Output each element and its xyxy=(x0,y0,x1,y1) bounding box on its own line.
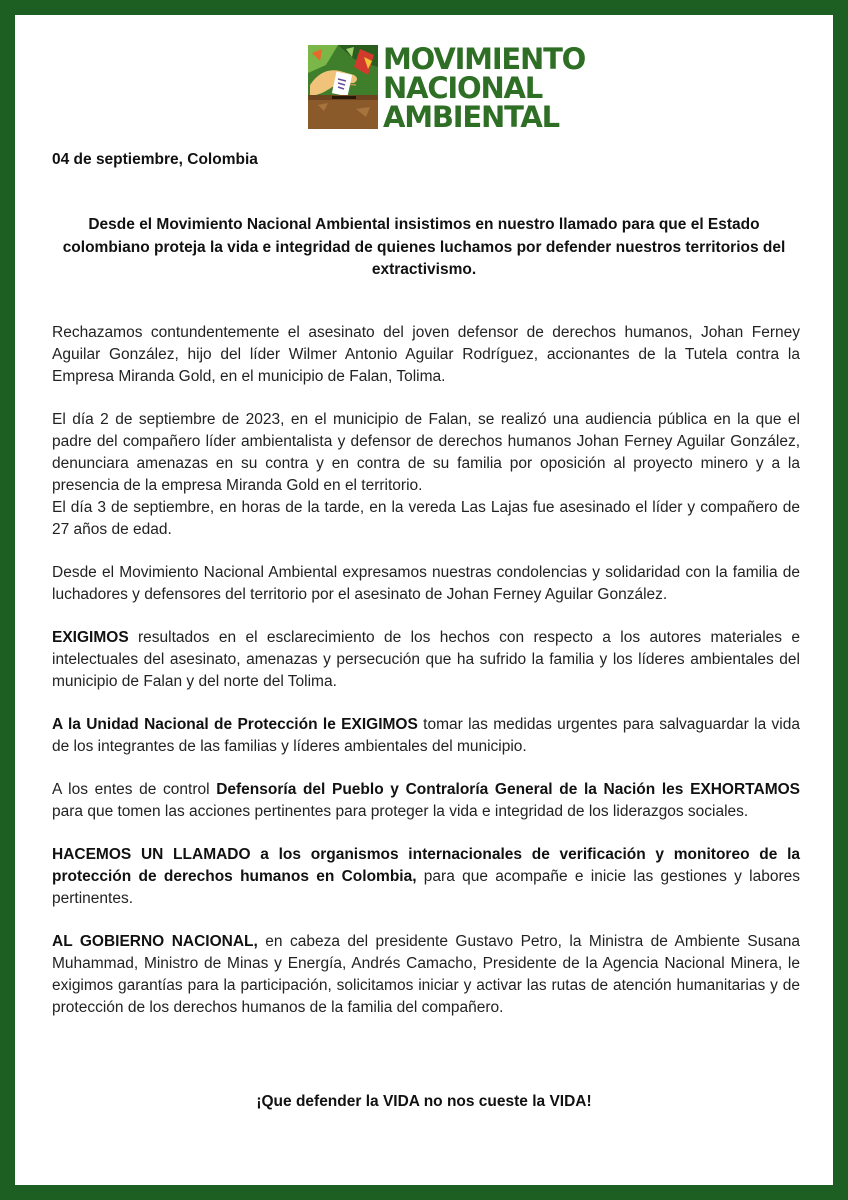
hand-ballot-box-icon xyxy=(308,45,378,129)
paragraph-gobierno-bold: AL GOBIERNO NACIONAL, xyxy=(52,933,258,950)
paragraph-asesinato: El día 3 de septiembre, en horas de la tarde, en la vereda Las Lajas fue asesinado el líder y compañero de 27 años de edad. xyxy=(52,499,800,538)
paragraph-unp-bold: A la Unidad Nacional de Protección le EXIGIMOS xyxy=(52,716,418,733)
logo-line-2: NACIONAL xyxy=(383,71,543,105)
document-date: 04 de septiembre, Colombia xyxy=(52,151,258,168)
paragraph-entes-control-lead: A los entes de control xyxy=(52,781,217,798)
paragraph-rechazamos: Rechazamos contundentemente el asesinato del joven defensor de derechos humanos, Johan Ferney Aguilar González, hijo del líder Wilmer Antonio Aguilar Rodríguez, accionantes de la Tutela contra la Empresa Miranda Gold, en el municipio de Falan, Tolima. xyxy=(52,324,800,385)
paragraph-entes-control xyxy=(52,779,800,823)
paragraph-llamado-bold: HACEMOS UN LLAMADO a los organismos internacionales de verificación y monitoreo de la protección de derechos humanos en Colombia, xyxy=(52,846,800,885)
paragraph-unp xyxy=(52,714,800,758)
logo-line-3: AMBIENTAL xyxy=(383,100,559,134)
paragraph-entes-control-bold: Defensoría del Pueblo y Contraloría General de la Nación les EXHORTAMOS xyxy=(216,781,801,798)
paragraph-llamado-text: para que acompañe e inicie las gestiones y labores pertinentes. xyxy=(52,868,800,907)
paragraph-exigimos xyxy=(52,627,800,693)
document-page xyxy=(15,15,833,1185)
paragraph-gobierno-text: en cabeza del presidente Gustavo Petro, la Ministra de Ambiente Susana Muhammad, Ministro de Minas y Energía, Andrés Camacho, Presidente de la Agencia Nacional Minera, le exigimos garantías para la participación, solicitamos iniciar y activar las rutas de atención humanitarias y de protección de los derechos humanos de la familia del compañero. xyxy=(52,933,801,1016)
paragraph-exigimos-text: resultados en el esclarecimiento de los hechos con respecto a los autores materiales e intelectuales del asesinato, amenazas y persecución que ha sufrido la familia y los líderes ambientales del municipio de Falan y del norte del Tolima. xyxy=(52,629,800,690)
statement-headline: Desde el Movimiento Nacional Ambiental insistimos en nuestro llamado para que el Estado colombiano proteja la vida e integridad de quienes luchamos por defender nuestros territorios del extractivismo. xyxy=(62,216,786,278)
paragraph-unp-text: tomar las medidas urgentes para salvaguardar la vida de los integrantes de las familias y líderes ambientales del municipio. xyxy=(52,716,800,755)
paragraph-entes-control-text: para que tomen las acciones pertinentes para proteger la vida e integridad de los liderazgos sociales. xyxy=(52,803,749,820)
paragraph-exigimos-bold: EXIGIMOS xyxy=(52,629,129,646)
logo-line-1: MOVIMIENTO xyxy=(383,42,586,76)
organization-logo xyxy=(308,42,586,134)
paragraph-condolencias: Desde el Movimiento Nacional Ambiental expresamos nuestras condolencias y solidaridad con la familia de luchadores y defensores del territorio por el asesinato de Johan Ferney Aguilar González. xyxy=(52,564,800,603)
statement-body xyxy=(52,322,800,1040)
closing-slogan: ¡Que defender la VIDA no nos cueste la VIDA! xyxy=(256,1093,592,1110)
paragraph-audiencia: El día 2 de septiembre de 2023, en el municipio de Falan, se realizó una audiencia pública en la que el padre del compañero líder ambientalista y defensor de derechos humanos Johan Ferney Aguilar González, denunciara amenazas en su contra y en contra de su familia por oposición al proyecto minero y a la presencia de la empresa Miranda Gold en el territorio. xyxy=(52,411,800,494)
paragraph-gobierno xyxy=(52,931,800,1019)
paragraph-llamado xyxy=(52,844,800,910)
